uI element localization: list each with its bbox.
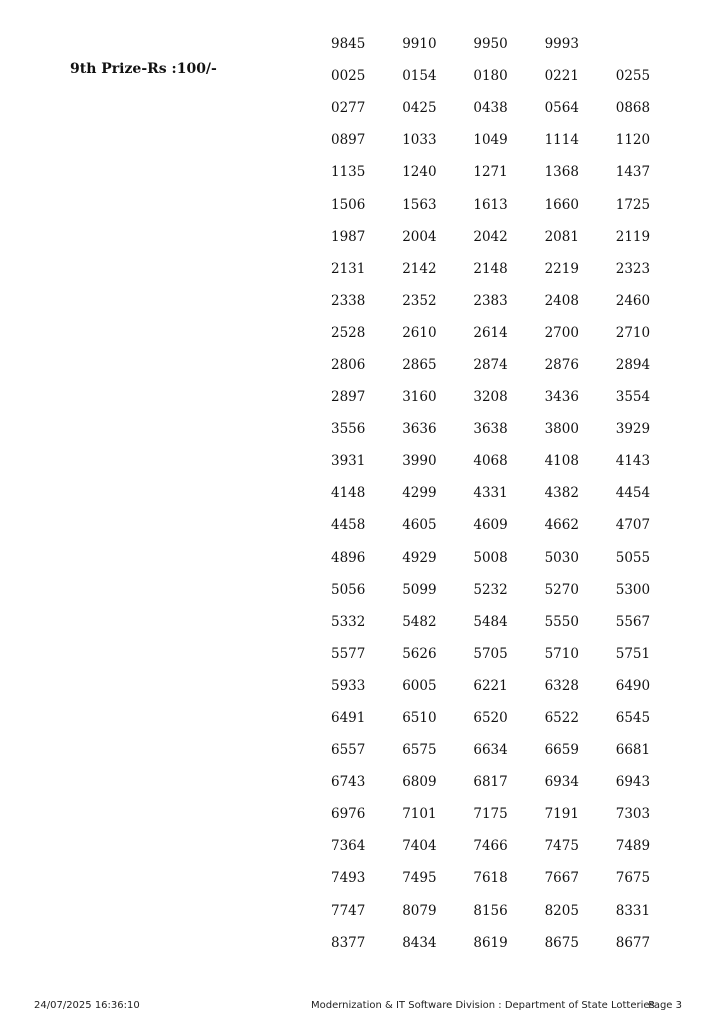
ticket-number: 2897 xyxy=(331,389,366,406)
ticket-number: 4896 xyxy=(331,549,366,566)
ticket-number: 2323 xyxy=(615,260,651,277)
ticket-number: 5484 xyxy=(473,613,508,630)
ticket-number: 6221 xyxy=(473,677,508,694)
ticket-number: 4929 xyxy=(402,549,437,566)
number-row xyxy=(331,830,687,862)
ticket-number: 2806 xyxy=(331,356,366,373)
ticket-number: 4331 xyxy=(473,485,508,502)
ticket-number: 3929 xyxy=(615,421,651,438)
ticket-number: 8205 xyxy=(544,902,579,919)
ticket-number: 2610 xyxy=(402,324,437,341)
ticket-number: 0438 xyxy=(473,100,508,117)
ticket-number: 5232 xyxy=(473,581,508,598)
winning-numbers-grid xyxy=(331,28,687,959)
ticket-number: 7667 xyxy=(544,870,579,887)
number-row xyxy=(331,92,687,124)
ticket-number: 1271 xyxy=(473,164,508,181)
ticket-number: 2219 xyxy=(544,260,579,277)
ticket-number: 5705 xyxy=(473,645,508,662)
ticket-number: 7364 xyxy=(331,838,366,855)
number-row xyxy=(331,124,687,156)
number-row xyxy=(331,221,687,253)
ticket-number: 9993 xyxy=(544,36,579,53)
ticket-number: 4454 xyxy=(615,485,651,502)
ticket-number: 2710 xyxy=(615,324,651,341)
ticket-number: 6545 xyxy=(615,710,651,727)
ticket-number: 9950 xyxy=(473,36,508,53)
ticket-number: 1660 xyxy=(544,196,579,213)
number-row xyxy=(331,477,687,509)
ticket-number: 6490 xyxy=(615,677,651,694)
number-row xyxy=(331,317,687,349)
ticket-number: 8619 xyxy=(473,934,508,951)
ticket-number: 8079 xyxy=(402,902,437,919)
ticket-number: 1135 xyxy=(331,164,366,181)
ticket-number: 6491 xyxy=(331,710,366,727)
ticket-number: 3554 xyxy=(615,389,651,406)
ticket-number: 2042 xyxy=(473,228,508,245)
ticket-number: 6809 xyxy=(402,774,437,791)
ticket-number: 1049 xyxy=(473,132,508,149)
number-row xyxy=(331,766,687,798)
ticket-number: 6522 xyxy=(544,710,579,727)
ticket-number: 5550 xyxy=(544,613,579,630)
ticket-number: 1987 xyxy=(331,228,366,245)
ticket-number: 7101 xyxy=(402,806,437,823)
ticket-number: 2894 xyxy=(615,356,651,373)
ticket-number: 3636 xyxy=(402,421,437,438)
ticket-number: 5008 xyxy=(473,549,508,566)
ticket-number: 4605 xyxy=(402,517,437,534)
ticket-number: 6743 xyxy=(331,774,366,791)
ticket-number: 6557 xyxy=(331,742,366,759)
ticket-number: 2119 xyxy=(615,228,651,245)
ticket-number: 1240 xyxy=(402,164,437,181)
ticket-number: 2142 xyxy=(402,260,437,277)
ticket-number: 4068 xyxy=(473,453,508,470)
number-row xyxy=(331,156,687,188)
ticket-number: 5332 xyxy=(331,613,366,630)
footer-timestamp: 24/07/2025 16:36:10 xyxy=(34,1000,140,1011)
number-row xyxy=(331,606,687,638)
ticket-number: 1033 xyxy=(402,132,437,149)
number-row xyxy=(331,349,687,381)
number-row xyxy=(331,445,687,477)
number-row xyxy=(331,574,687,606)
number-row xyxy=(331,60,687,92)
ticket-number: 3436 xyxy=(544,389,579,406)
ticket-number: 1114 xyxy=(544,132,579,149)
footer-department: Modernization & IT Software Division : Department of State Lotteries xyxy=(311,1000,655,1011)
ticket-number: 3556 xyxy=(331,421,366,438)
ticket-number: 8675 xyxy=(544,934,579,951)
number-row xyxy=(331,895,687,927)
ticket-number: 2352 xyxy=(402,292,437,309)
ticket-number: 3160 xyxy=(402,389,437,406)
ticket-number: 2148 xyxy=(473,260,508,277)
ticket-number: 7493 xyxy=(331,870,366,887)
ticket-number: 6005 xyxy=(402,677,437,694)
ticket-number: 6520 xyxy=(473,710,508,727)
ticket-number: 5567 xyxy=(615,613,651,630)
ticket-number: 2338 xyxy=(331,292,366,309)
number-row xyxy=(331,798,687,830)
ticket-number: 7191 xyxy=(544,806,579,823)
ticket-number: 2700 xyxy=(544,324,579,341)
prize-title: 9th Prize-Rs :100/- xyxy=(70,61,217,77)
ticket-number: 4458 xyxy=(331,517,366,534)
ticket-number: 8377 xyxy=(331,934,366,951)
ticket-number: 0221 xyxy=(544,68,579,85)
ticket-number: 7175 xyxy=(473,806,508,823)
ticket-number: 1120 xyxy=(615,132,651,149)
ticket-number: 2614 xyxy=(473,324,508,341)
ticket-number: 5933 xyxy=(331,677,366,694)
number-row xyxy=(331,509,687,541)
ticket-number: 0868 xyxy=(615,100,651,117)
ticket-number: 7475 xyxy=(544,838,579,855)
number-row xyxy=(331,253,687,285)
ticket-number: 4382 xyxy=(544,485,579,502)
number-row xyxy=(331,702,687,734)
ticket-number: 2528 xyxy=(331,324,366,341)
ticket-number: 6634 xyxy=(473,742,508,759)
ticket-number: 5300 xyxy=(615,581,651,598)
number-row xyxy=(331,734,687,766)
ticket-number: 0564 xyxy=(544,100,579,117)
number-row xyxy=(331,381,687,413)
ticket-number: 6943 xyxy=(615,774,651,791)
ticket-number: 2131 xyxy=(331,260,366,277)
ticket-number: 0255 xyxy=(615,68,651,85)
ticket-number: 6681 xyxy=(615,742,651,759)
ticket-number: 5710 xyxy=(544,645,579,662)
ticket-number: 4108 xyxy=(544,453,579,470)
ticket-number: 0897 xyxy=(331,132,366,149)
ticket-number: 2876 xyxy=(544,356,579,373)
ticket-number: 5056 xyxy=(331,581,366,598)
ticket-number: 4299 xyxy=(402,485,437,502)
ticket-number: 8434 xyxy=(402,934,437,951)
ticket-number: 9845 xyxy=(331,36,366,53)
ticket-number: 7495 xyxy=(402,870,437,887)
ticket-number: 1506 xyxy=(331,196,366,213)
ticket-number: 2004 xyxy=(402,228,437,245)
ticket-number: 0025 xyxy=(331,68,366,85)
ticket-number: 6659 xyxy=(544,742,579,759)
ticket-number: 5099 xyxy=(402,581,437,598)
ticket-number: 4662 xyxy=(544,517,579,534)
ticket-number: 7303 xyxy=(615,806,651,823)
ticket-number: 8677 xyxy=(615,934,651,951)
ticket-number: 3800 xyxy=(544,421,579,438)
ticket-number: 6510 xyxy=(402,710,437,727)
ticket-number: 2865 xyxy=(402,356,437,373)
ticket-number: 0277 xyxy=(331,100,366,117)
ticket-number: 4707 xyxy=(615,517,651,534)
ticket-number: 1368 xyxy=(544,164,579,181)
ticket-number: 2383 xyxy=(473,292,508,309)
ticket-number: 7747 xyxy=(331,902,366,919)
ticket-number: 5626 xyxy=(402,645,437,662)
ticket-number: 2081 xyxy=(544,228,579,245)
ticket-number: 3638 xyxy=(473,421,508,438)
ticket-number: 6575 xyxy=(402,742,437,759)
ticket-number: 8331 xyxy=(615,902,651,919)
number-row xyxy=(331,188,687,220)
ticket-number: 5482 xyxy=(402,613,437,630)
ticket-number: 7675 xyxy=(615,870,651,887)
ticket-number: 7466 xyxy=(473,838,508,855)
ticket-number: 0180 xyxy=(473,68,508,85)
number-row xyxy=(331,862,687,894)
ticket-number: 6328 xyxy=(544,677,579,694)
number-row xyxy=(331,28,687,60)
number-row xyxy=(331,927,687,959)
number-row xyxy=(331,638,687,670)
ticket-number: 5270 xyxy=(544,581,579,598)
ticket-number: 0425 xyxy=(402,100,437,117)
ticket-number: 8156 xyxy=(473,902,508,919)
ticket-number: 1563 xyxy=(402,196,437,213)
ticket-number: 1437 xyxy=(615,164,651,181)
ticket-number: 6976 xyxy=(331,806,366,823)
ticket-number: 0154 xyxy=(402,68,437,85)
ticket-number: 4143 xyxy=(615,453,651,470)
number-row xyxy=(331,542,687,574)
ticket-number: 1725 xyxy=(615,196,651,213)
ticket-number: 6817 xyxy=(473,774,508,791)
ticket-number: 5577 xyxy=(331,645,366,662)
ticket-number: 7404 xyxy=(402,838,437,855)
ticket-number: 5055 xyxy=(615,549,651,566)
ticket-number: 3931 xyxy=(331,453,366,470)
ticket-number: 3208 xyxy=(473,389,508,406)
ticket-number: 6934 xyxy=(544,774,579,791)
ticket-number: 2460 xyxy=(615,292,651,309)
ticket-number: 4609 xyxy=(473,517,508,534)
ticket-number: 4148 xyxy=(331,485,366,502)
ticket-number: 5751 xyxy=(615,645,651,662)
ticket-number: 7489 xyxy=(615,838,651,855)
ticket-number: 9910 xyxy=(402,36,437,53)
ticket-number: 1613 xyxy=(473,196,508,213)
ticket-number: 2408 xyxy=(544,292,579,309)
footer-page-number: Page 3 xyxy=(648,1000,682,1011)
ticket-number: 2874 xyxy=(473,356,508,373)
ticket-number: 5030 xyxy=(544,549,579,566)
ticket-number: 3990 xyxy=(402,453,437,470)
number-row xyxy=(331,285,687,317)
number-row xyxy=(331,413,687,445)
number-row xyxy=(331,670,687,702)
ticket-number: 7618 xyxy=(473,870,508,887)
